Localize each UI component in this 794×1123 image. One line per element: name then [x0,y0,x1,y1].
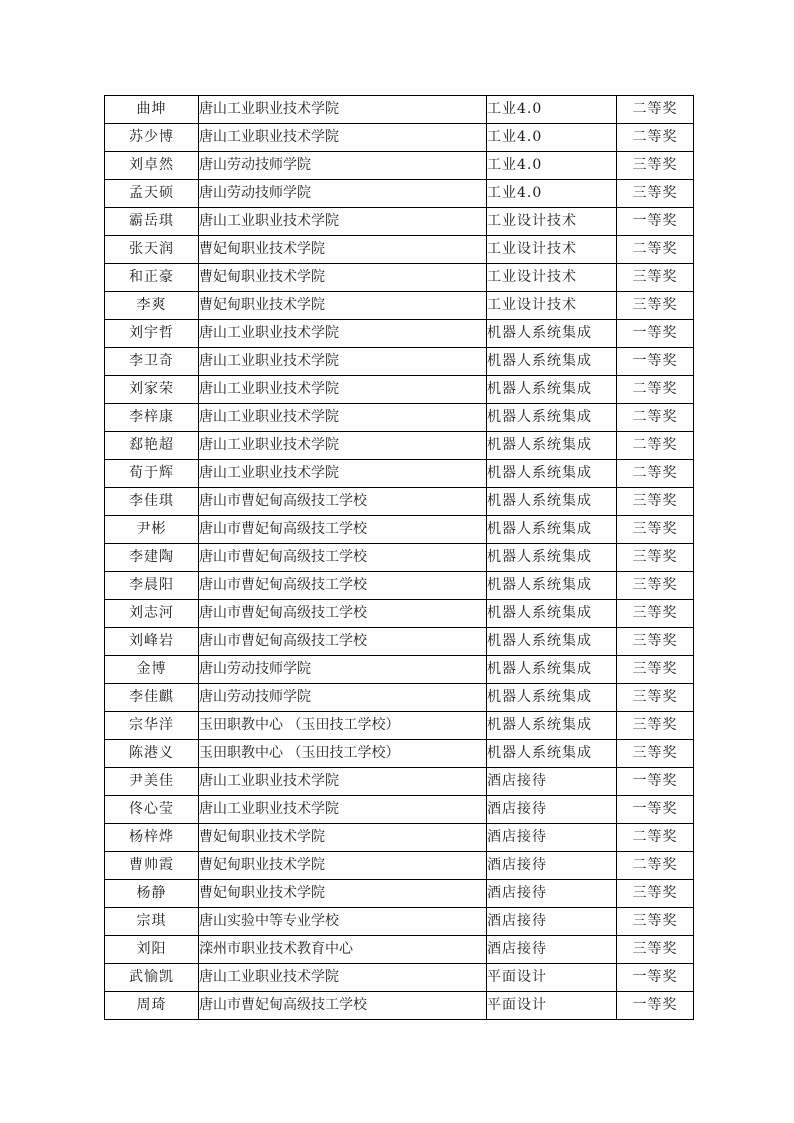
event-cell: 工业4.0 [487,180,617,208]
table-row [105,264,694,292]
award-cell: 二等奖 [617,404,694,432]
student-name-cell: 刘阳 [105,936,199,964]
student-name-cell: 李佳麒 [105,684,199,712]
event-cell: 酒店接待 [487,796,617,824]
event-cell: 机器人系统集成 [487,348,617,376]
award-cell: 三等奖 [617,628,694,656]
table-row [105,180,694,208]
student-name-cell: 宗琪 [105,908,199,936]
table-row [105,292,694,320]
student-name-cell: 刘家荣 [105,376,199,404]
table-row [105,376,694,404]
award-cell: 三等奖 [617,908,694,936]
table-row [105,964,694,992]
student-name-cell: 李卫奇 [105,348,199,376]
student-name-cell: 刘志河 [105,600,199,628]
table-row [105,684,694,712]
school-cell: 唐山工业职业技术学院 [199,796,487,824]
event-cell: 工业设计技术 [487,264,617,292]
award-cell: 三等奖 [617,936,694,964]
table-row [105,600,694,628]
event-cell: 工业设计技术 [487,292,617,320]
event-cell: 平面设计 [487,964,617,992]
table-row [105,460,694,488]
table-row [105,880,694,908]
award-cell: 三等奖 [617,264,694,292]
school-cell: 唐山市曹妃甸高级技工学校 [199,992,487,1020]
school-cell: 唐山实验中等专业学校 [199,908,487,936]
table-row [105,936,694,964]
table-row [105,152,694,180]
school-cell: 滦州市职业技术教育中心 [199,936,487,964]
student-name-cell: 佟心莹 [105,796,199,824]
award-cell: 二等奖 [617,460,694,488]
school-cell: 唐山劳动技师学院 [199,656,487,684]
table-row [105,712,694,740]
event-cell: 机器人系统集成 [487,320,617,348]
school-cell: 唐山劳动技师学院 [199,180,487,208]
event-cell: 机器人系统集成 [487,712,617,740]
school-cell: 唐山工业职业技术学院 [199,208,487,236]
table-row [105,572,694,600]
school-cell: 曹妃甸职业技术学院 [199,880,487,908]
student-name-cell: 金博 [105,656,199,684]
student-name-cell: 宗华洋 [105,712,199,740]
event-cell: 工业设计技术 [487,208,617,236]
event-cell: 工业设计技术 [487,236,617,264]
award-cell: 三等奖 [617,712,694,740]
school-cell: 唐山市曹妃甸高级技工学校 [199,488,487,516]
event-cell: 酒店接待 [487,768,617,796]
event-cell: 机器人系统集成 [487,684,617,712]
school-cell: 唐山市曹妃甸高级技工学校 [199,572,487,600]
table-row [105,348,694,376]
award-cell: 三等奖 [617,152,694,180]
event-cell: 机器人系统集成 [487,600,617,628]
award-cell: 三等奖 [617,684,694,712]
award-cell: 二等奖 [617,236,694,264]
event-cell: 机器人系统集成 [487,460,617,488]
table-row [105,432,694,460]
school-cell: 唐山工业职业技术学院 [199,124,487,152]
event-cell: 机器人系统集成 [487,488,617,516]
award-cell: 二等奖 [617,852,694,880]
event-cell: 机器人系统集成 [487,628,617,656]
school-cell: 唐山工业职业技术学院 [199,376,487,404]
event-cell: 工业4.0 [487,96,617,124]
school-cell: 唐山工业职业技术学院 [199,404,487,432]
table-row [105,488,694,516]
table-row [105,768,694,796]
event-cell: 机器人系统集成 [487,656,617,684]
event-cell: 酒店接待 [487,936,617,964]
award-cell: 一等奖 [617,964,694,992]
student-name-cell: 李晨阳 [105,572,199,600]
award-cell: 一等奖 [617,796,694,824]
student-name-cell: 周琦 [105,992,199,1020]
school-cell: 唐山工业职业技术学院 [199,432,487,460]
event-cell: 机器人系统集成 [487,516,617,544]
event-cell: 酒店接待 [487,824,617,852]
student-name-cell: 刘卓然 [105,152,199,180]
school-cell: 唐山市曹妃甸高级技工学校 [199,628,487,656]
student-name-cell: 武愉凯 [105,964,199,992]
award-cell: 二等奖 [617,824,694,852]
school-cell: 唐山市曹妃甸高级技工学校 [199,516,487,544]
student-name-cell: 霸岳琪 [105,208,199,236]
student-name-cell: 刘峰岩 [105,628,199,656]
student-name-cell: 杨梓烨 [105,824,199,852]
school-cell: 唐山工业职业技术学院 [199,320,487,348]
student-name-cell: 刘宇哲 [105,320,199,348]
award-cell: 一等奖 [617,348,694,376]
award-cell: 三等奖 [617,292,694,320]
school-cell: 唐山工业职业技术学院 [199,96,487,124]
table-row [105,824,694,852]
school-cell: 曹妃甸职业技术学院 [199,236,487,264]
award-cell: 二等奖 [617,96,694,124]
table-row [105,796,694,824]
student-name-cell: 曲坤 [105,96,199,124]
student-name-cell: 和正豪 [105,264,199,292]
school-cell: 曹妃甸职业技术学院 [199,824,487,852]
table-row [105,656,694,684]
student-name-cell: 尹彬 [105,516,199,544]
student-name-cell: 苏少博 [105,124,199,152]
award-cell: 二等奖 [617,376,694,404]
award-cell: 三等奖 [617,572,694,600]
student-name-cell: 曹帅霞 [105,852,199,880]
event-cell: 机器人系统集成 [487,404,617,432]
student-name-cell: 杨静 [105,880,199,908]
school-cell: 唐山市曹妃甸高级技工学校 [199,600,487,628]
student-name-cell: 李佳琪 [105,488,199,516]
event-cell: 平面设计 [487,992,617,1020]
school-cell: 唐山工业职业技术学院 [199,460,487,488]
student-name-cell: 李建陶 [105,544,199,572]
student-name-cell: 孟天硕 [105,180,199,208]
table-row [105,852,694,880]
award-cell: 一等奖 [617,208,694,236]
event-cell: 机器人系统集成 [487,572,617,600]
award-table [104,95,694,1020]
school-cell: 玉田职教中心 （玉田技工学校） [199,740,487,768]
award-table-body [105,96,694,1020]
event-cell: 酒店接待 [487,880,617,908]
school-cell: 曹妃甸职业技术学院 [199,264,487,292]
table-row [105,740,694,768]
table-row [105,96,694,124]
award-cell: 一等奖 [617,768,694,796]
school-cell: 唐山工业职业技术学院 [199,964,487,992]
student-name-cell: 荀于辉 [105,460,199,488]
student-name-cell: 张天润 [105,236,199,264]
award-cell: 三等奖 [617,880,694,908]
student-name-cell: 尹美佳 [105,768,199,796]
award-cell: 三等奖 [617,656,694,684]
table-row [105,516,694,544]
school-cell: 唐山工业职业技术学院 [199,768,487,796]
event-cell: 工业4.0 [487,152,617,180]
school-cell: 唐山劳动技师学院 [199,152,487,180]
event-cell: 机器人系统集成 [487,432,617,460]
award-cell: 三等奖 [617,600,694,628]
table-row [105,628,694,656]
award-cell: 三等奖 [617,516,694,544]
award-cell: 三等奖 [617,544,694,572]
event-cell: 机器人系统集成 [487,544,617,572]
event-cell: 酒店接待 [487,852,617,880]
school-cell: 唐山工业职业技术学院 [199,348,487,376]
school-cell: 曹妃甸职业技术学院 [199,852,487,880]
event-cell: 酒店接待 [487,908,617,936]
student-name-cell: 陈港义 [105,740,199,768]
award-cell: 一等奖 [617,320,694,348]
school-cell: 唐山市曹妃甸高级技工学校 [199,544,487,572]
event-cell: 工业4.0 [487,124,617,152]
table-row [105,544,694,572]
table-row [105,908,694,936]
award-cell: 三等奖 [617,740,694,768]
event-cell: 机器人系统集成 [487,376,617,404]
event-cell: 机器人系统集成 [487,740,617,768]
award-cell: 一等奖 [617,992,694,1020]
school-cell: 玉田职教中心 （玉田技工学校） [199,712,487,740]
award-cell: 二等奖 [617,432,694,460]
table-row [105,992,694,1020]
student-name-cell: 郄艳超 [105,432,199,460]
table-row [105,320,694,348]
award-cell: 三等奖 [617,180,694,208]
award-cell: 二等奖 [617,124,694,152]
school-cell: 曹妃甸职业技术学院 [199,292,487,320]
school-cell: 唐山劳动技师学院 [199,684,487,712]
award-cell: 三等奖 [617,488,694,516]
table-row [105,124,694,152]
table-row [105,404,694,432]
table-row [105,236,694,264]
student-name-cell: 李爽 [105,292,199,320]
table-row [105,208,694,236]
student-name-cell: 李梓康 [105,404,199,432]
